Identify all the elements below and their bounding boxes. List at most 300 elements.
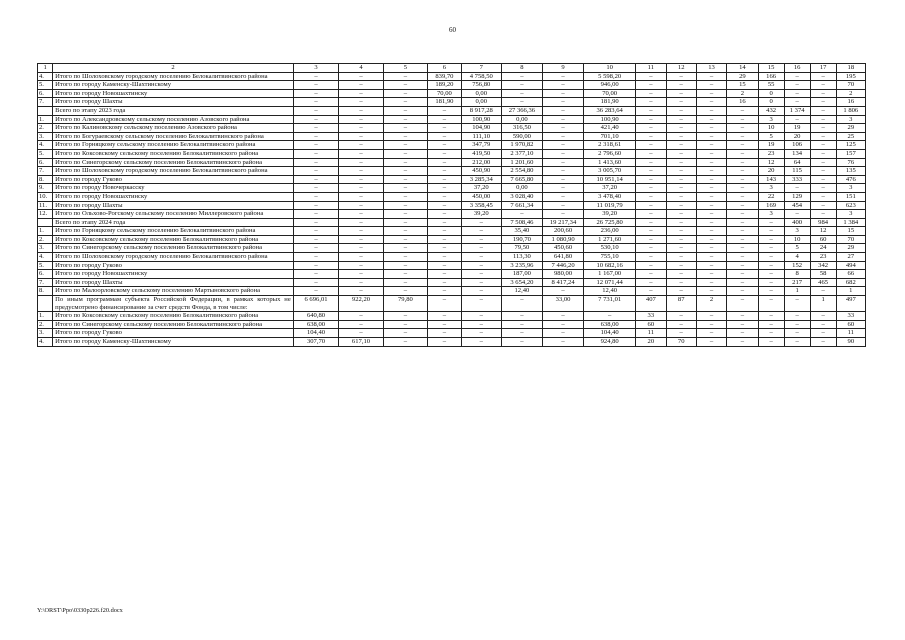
row-name: Итого по городу Шахты: [53, 201, 294, 210]
column-number-cell: 13: [696, 64, 726, 73]
value-cell: –: [339, 124, 383, 133]
column-number-cell: 4: [339, 64, 383, 73]
value-cell: –: [696, 167, 726, 176]
column-number-cell: 8: [501, 64, 542, 73]
value-cell: 12 071,44: [584, 278, 636, 287]
table-row: [38, 184, 866, 193]
column-number-cell: 2: [53, 64, 294, 73]
value-cell: –: [636, 218, 666, 227]
value-cell: –: [810, 287, 836, 296]
table-row: [38, 296, 866, 312]
value-cell: –: [758, 270, 784, 279]
value-cell: 3 358,45: [461, 201, 501, 210]
value-cell: –: [727, 261, 758, 270]
value-cell: –: [339, 320, 383, 329]
column-number-cell: 6: [428, 64, 462, 73]
value-cell: –: [784, 115, 810, 124]
value-cell: –: [810, 312, 836, 321]
value-cell: –: [810, 167, 836, 176]
value-cell: 316,50: [501, 124, 542, 133]
value-cell: 12: [758, 158, 784, 167]
value-cell: –: [542, 210, 583, 219]
data-table: [37, 63, 866, 347]
row-number: 9.: [38, 184, 53, 193]
value-cell: –: [810, 124, 836, 133]
row-name: Итого по городу Новошахтинску: [53, 270, 294, 279]
table-row: [38, 72, 866, 81]
value-cell: –: [293, 201, 339, 210]
value-cell: –: [339, 261, 383, 270]
value-cell: –: [383, 106, 427, 115]
value-cell: –: [696, 141, 726, 150]
value-cell: 12,40: [584, 287, 636, 296]
value-cell: –: [758, 287, 784, 296]
value-cell: –: [339, 210, 383, 219]
value-cell: –: [542, 141, 583, 150]
row-number: 1.: [38, 115, 53, 124]
table-row: [38, 158, 866, 167]
row-number: 5.: [38, 261, 53, 270]
value-cell: –: [784, 296, 810, 312]
value-cell: 0: [758, 89, 784, 98]
value-cell: –: [461, 338, 501, 347]
value-cell: 104,40: [584, 329, 636, 338]
row-number: 2.: [38, 320, 53, 329]
value-cell: 29: [836, 124, 865, 133]
value-cell: –: [696, 320, 726, 329]
value-cell: –: [696, 270, 726, 279]
column-number-cell: 3: [293, 64, 339, 73]
value-cell: –: [784, 98, 810, 107]
value-cell: –: [542, 81, 583, 90]
value-cell: 3 654,20: [501, 278, 542, 287]
value-cell: 7 731,01: [584, 296, 636, 312]
value-cell: –: [810, 98, 836, 107]
value-cell: –: [758, 261, 784, 270]
value-cell: –: [428, 201, 462, 210]
value-cell: 19: [758, 141, 784, 150]
value-cell: –: [758, 312, 784, 321]
value-cell: 3 235,96: [501, 261, 542, 270]
table-row: [38, 235, 866, 244]
value-cell: –: [428, 175, 462, 184]
column-number-cell: 5: [383, 64, 427, 73]
value-cell: –: [501, 98, 542, 107]
value-cell: –: [758, 296, 784, 312]
value-cell: 143: [758, 175, 784, 184]
value-cell: 0: [758, 98, 784, 107]
value-cell: 10 951,14: [584, 175, 636, 184]
row-name: Итого по Малоорловскому сельскому поселению Мартыновского района: [53, 287, 294, 296]
value-cell: –: [428, 192, 462, 201]
value-cell: –: [636, 287, 666, 296]
row-number: [38, 106, 53, 115]
value-cell: –: [383, 244, 427, 253]
value-cell: 5: [784, 244, 810, 253]
value-cell: –: [810, 201, 836, 210]
value-cell: 946,00: [584, 81, 636, 90]
value-cell: –: [293, 89, 339, 98]
value-cell: 70: [666, 338, 696, 347]
row-name: Итого по Синегорскому сельскому поселению Белокалитвинского района: [53, 158, 294, 167]
table-row: [38, 227, 866, 236]
value-cell: –: [428, 124, 462, 133]
value-cell: –: [636, 201, 666, 210]
value-cell: 29: [727, 72, 758, 81]
value-cell: –: [810, 192, 836, 201]
table-row: [38, 175, 866, 184]
value-cell: –: [784, 329, 810, 338]
value-cell: 1 374: [784, 106, 810, 115]
value-cell: –: [810, 329, 836, 338]
row-name: Итого по городу Новочеркасску: [53, 184, 294, 193]
value-cell: –: [339, 106, 383, 115]
value-cell: –: [293, 270, 339, 279]
row-name: Итого по Синегорскому сельскому поселению Белокалитвинского района: [53, 244, 294, 253]
value-cell: –: [810, 72, 836, 81]
value-cell: –: [636, 244, 666, 253]
row-number: 11.: [38, 201, 53, 210]
value-cell: –: [810, 338, 836, 347]
value-cell: –: [696, 81, 726, 90]
value-cell: 421,40: [584, 124, 636, 133]
value-cell: –: [501, 312, 542, 321]
value-cell: –: [428, 149, 462, 158]
value-cell: –: [383, 98, 427, 107]
value-cell: 16: [836, 98, 865, 107]
value-cell: 1 080,90: [542, 235, 583, 244]
value-cell: –: [696, 72, 726, 81]
row-number: 6.: [38, 89, 53, 98]
value-cell: –: [584, 312, 636, 321]
column-number-cell: 7: [461, 64, 501, 73]
value-cell: –: [542, 167, 583, 176]
value-cell: 35,40: [501, 227, 542, 236]
value-cell: –: [666, 244, 696, 253]
value-cell: –: [727, 132, 758, 141]
value-cell: –: [542, 98, 583, 107]
value-cell: –: [383, 287, 427, 296]
value-cell: 10: [784, 235, 810, 244]
table-row: [38, 218, 866, 227]
value-cell: –: [758, 235, 784, 244]
value-cell: –: [666, 201, 696, 210]
value-cell: 195: [836, 72, 865, 81]
row-name: Итого по городу Новошахтинску: [53, 89, 294, 98]
value-cell: –: [339, 218, 383, 227]
value-cell: 64: [784, 158, 810, 167]
column-number-cell: 11: [636, 64, 666, 73]
value-cell: –: [383, 235, 427, 244]
column-number-cell: 15: [758, 64, 784, 73]
value-cell: –: [696, 218, 726, 227]
value-cell: 590,00: [501, 132, 542, 141]
value-cell: –: [339, 253, 383, 262]
value-cell: –: [666, 270, 696, 279]
value-cell: 90: [836, 338, 865, 347]
table-row: [38, 167, 866, 176]
value-cell: –: [461, 296, 501, 312]
value-cell: –: [758, 218, 784, 227]
value-cell: 3 285,34: [461, 175, 501, 184]
value-cell: –: [461, 261, 501, 270]
value-cell: –: [727, 278, 758, 287]
value-cell: 79,80: [383, 296, 427, 312]
column-number-cell: 12: [666, 64, 696, 73]
row-number: 5.: [38, 81, 53, 90]
value-cell: –: [383, 312, 427, 321]
value-cell: –: [666, 329, 696, 338]
value-cell: 3 478,40: [584, 192, 636, 201]
value-cell: –: [339, 175, 383, 184]
table-row: [38, 89, 866, 98]
value-cell: 76: [836, 158, 865, 167]
value-cell: 333: [784, 175, 810, 184]
row-name: Итого по городу Гуково: [53, 261, 294, 270]
value-cell: –: [293, 218, 339, 227]
value-cell: –: [784, 210, 810, 219]
value-cell: –: [383, 132, 427, 141]
value-cell: –: [383, 115, 427, 124]
value-cell: 37,20: [461, 184, 501, 193]
value-cell: 157: [836, 149, 865, 158]
value-cell: 187,00: [501, 270, 542, 279]
value-cell: –: [666, 167, 696, 176]
value-cell: –: [727, 329, 758, 338]
value-cell: –: [636, 72, 666, 81]
table-row: [38, 287, 866, 296]
value-cell: 5: [758, 132, 784, 141]
value-cell: –: [636, 158, 666, 167]
value-cell: –: [727, 184, 758, 193]
value-cell: –: [666, 261, 696, 270]
value-cell: 70,00: [428, 89, 462, 98]
value-cell: –: [636, 149, 666, 158]
value-cell: 922,20: [339, 296, 383, 312]
value-cell: –: [542, 287, 583, 296]
value-cell: –: [461, 312, 501, 321]
row-name: Итого по Горняцкому сельскому поселению Белокалитвинского района: [53, 141, 294, 150]
value-cell: 701,10: [584, 132, 636, 141]
row-number: 3.: [38, 132, 53, 141]
value-cell: –: [696, 253, 726, 262]
value-cell: –: [666, 149, 696, 158]
value-cell: –: [758, 278, 784, 287]
table-row: [38, 244, 866, 253]
value-cell: 450,90: [461, 167, 501, 176]
value-cell: –: [339, 72, 383, 81]
value-cell: –: [810, 210, 836, 219]
value-cell: 5 598,20: [584, 72, 636, 81]
value-cell: –: [727, 244, 758, 253]
value-cell: –: [636, 253, 666, 262]
value-cell: –: [666, 115, 696, 124]
value-cell: –: [810, 106, 836, 115]
value-cell: –: [727, 141, 758, 150]
value-cell: 465: [810, 278, 836, 287]
value-cell: –: [501, 296, 542, 312]
value-cell: –: [666, 98, 696, 107]
value-cell: –: [461, 278, 501, 287]
value-cell: –: [666, 210, 696, 219]
value-cell: 166: [758, 72, 784, 81]
value-cell: 8: [784, 270, 810, 279]
value-cell: –: [293, 98, 339, 107]
table-row: [38, 81, 866, 90]
value-cell: –: [636, 106, 666, 115]
value-cell: 24: [810, 244, 836, 253]
value-cell: –: [636, 124, 666, 133]
value-cell: –: [666, 218, 696, 227]
value-cell: –: [383, 253, 427, 262]
row-number: [38, 296, 53, 312]
value-cell: 19 217,34: [542, 218, 583, 227]
value-cell: 2: [727, 89, 758, 98]
row-name: Итого по Шолоховскому городскому поселению Белокалитвинского района: [53, 167, 294, 176]
value-cell: –: [727, 235, 758, 244]
value-cell: –: [696, 106, 726, 115]
value-cell: 115: [784, 167, 810, 176]
value-cell: 129: [784, 192, 810, 201]
table-row: [38, 124, 866, 133]
value-cell: 6 696,01: [293, 296, 339, 312]
value-cell: 100,90: [461, 115, 501, 124]
table-row: [38, 329, 866, 338]
value-cell: –: [666, 192, 696, 201]
value-cell: –: [383, 278, 427, 287]
value-cell: 0,00: [501, 115, 542, 124]
value-cell: –: [636, 141, 666, 150]
value-cell: –: [696, 184, 726, 193]
value-cell: –: [696, 244, 726, 253]
value-cell: 10: [758, 124, 784, 133]
value-cell: –: [696, 98, 726, 107]
value-cell: –: [428, 253, 462, 262]
value-cell: –: [666, 227, 696, 236]
value-cell: 1: [784, 287, 810, 296]
value-cell: –: [666, 141, 696, 150]
value-cell: –: [428, 312, 462, 321]
value-cell: 100,90: [584, 115, 636, 124]
value-cell: –: [428, 235, 462, 244]
value-cell: –: [727, 312, 758, 321]
value-cell: 1 413,60: [584, 158, 636, 167]
value-cell: 7 508,46: [501, 218, 542, 227]
value-cell: 79,50: [501, 244, 542, 253]
value-cell: –: [383, 167, 427, 176]
value-cell: 7 446,20: [542, 261, 583, 270]
value-cell: 432: [758, 106, 784, 115]
value-cell: 23: [758, 149, 784, 158]
value-cell: –: [810, 320, 836, 329]
value-cell: –: [666, 253, 696, 262]
value-cell: –: [727, 201, 758, 210]
value-cell: –: [501, 81, 542, 90]
value-cell: –: [727, 106, 758, 115]
value-cell: –: [428, 132, 462, 141]
value-cell: 1: [836, 287, 865, 296]
value-cell: 8 917,28: [461, 106, 501, 115]
value-cell: 3 005,70: [584, 167, 636, 176]
value-cell: 2 554,80: [501, 167, 542, 176]
row-name: Итого по городу Шахты: [53, 278, 294, 287]
value-cell: 26 725,80: [584, 218, 636, 227]
value-cell: 55: [758, 81, 784, 90]
value-cell: –: [727, 320, 758, 329]
row-number: 8.: [38, 175, 53, 184]
row-name: Итого по городу Гуково: [53, 175, 294, 184]
row-number: 3.: [38, 244, 53, 253]
value-cell: –: [636, 132, 666, 141]
value-cell: –: [696, 175, 726, 184]
page-number: 60: [449, 26, 456, 34]
value-cell: –: [383, 124, 427, 133]
row-name: Итого по Коксовскому сельскому поселению Белокалитвинского района: [53, 235, 294, 244]
value-cell: 4 758,50: [461, 72, 501, 81]
table-row: [38, 320, 866, 329]
value-cell: –: [339, 149, 383, 158]
value-cell: –: [636, 89, 666, 98]
value-cell: –: [428, 184, 462, 193]
value-cell: –: [339, 184, 383, 193]
value-cell: –: [428, 244, 462, 253]
value-cell: 60: [636, 320, 666, 329]
value-cell: –: [293, 115, 339, 124]
value-cell: 20: [784, 132, 810, 141]
value-cell: –: [428, 115, 462, 124]
table-row: [38, 106, 866, 115]
value-cell: –: [293, 141, 339, 150]
value-cell: 450,60: [542, 244, 583, 253]
table-row: [38, 253, 866, 262]
value-cell: –: [501, 89, 542, 98]
column-number-row: [38, 64, 866, 73]
value-cell: –: [696, 227, 726, 236]
value-cell: –: [339, 227, 383, 236]
value-cell: 33,00: [542, 296, 583, 312]
value-cell: 307,70: [293, 338, 339, 347]
table-row: [38, 270, 866, 279]
value-cell: –: [383, 270, 427, 279]
value-cell: –: [383, 218, 427, 227]
value-cell: –: [293, 158, 339, 167]
value-cell: 454: [784, 201, 810, 210]
value-cell: –: [383, 192, 427, 201]
value-cell: –: [542, 175, 583, 184]
value-cell: –: [696, 132, 726, 141]
value-cell: –: [293, 167, 339, 176]
value-cell: 8 417,24: [542, 278, 583, 287]
value-cell: –: [666, 124, 696, 133]
value-cell: –: [428, 158, 462, 167]
value-cell: 755,10: [584, 253, 636, 262]
value-cell: 189,20: [428, 81, 462, 90]
value-cell: –: [428, 167, 462, 176]
value-cell: –: [810, 175, 836, 184]
value-cell: –: [727, 296, 758, 312]
value-cell: –: [339, 270, 383, 279]
value-cell: 7 665,80: [501, 175, 542, 184]
row-name: Итого по Шолоховскому городскому поселению Белокалитвинского района: [53, 253, 294, 262]
value-cell: 4: [784, 253, 810, 262]
row-number: 1.: [38, 312, 53, 321]
file-path-footer: Y:\ORST\Ppo\0330p226.f20.docx: [37, 607, 123, 614]
value-cell: –: [461, 320, 501, 329]
row-number: 3.: [38, 329, 53, 338]
value-cell: –: [758, 244, 784, 253]
value-cell: –: [810, 89, 836, 98]
value-cell: 1 970,82: [501, 141, 542, 150]
